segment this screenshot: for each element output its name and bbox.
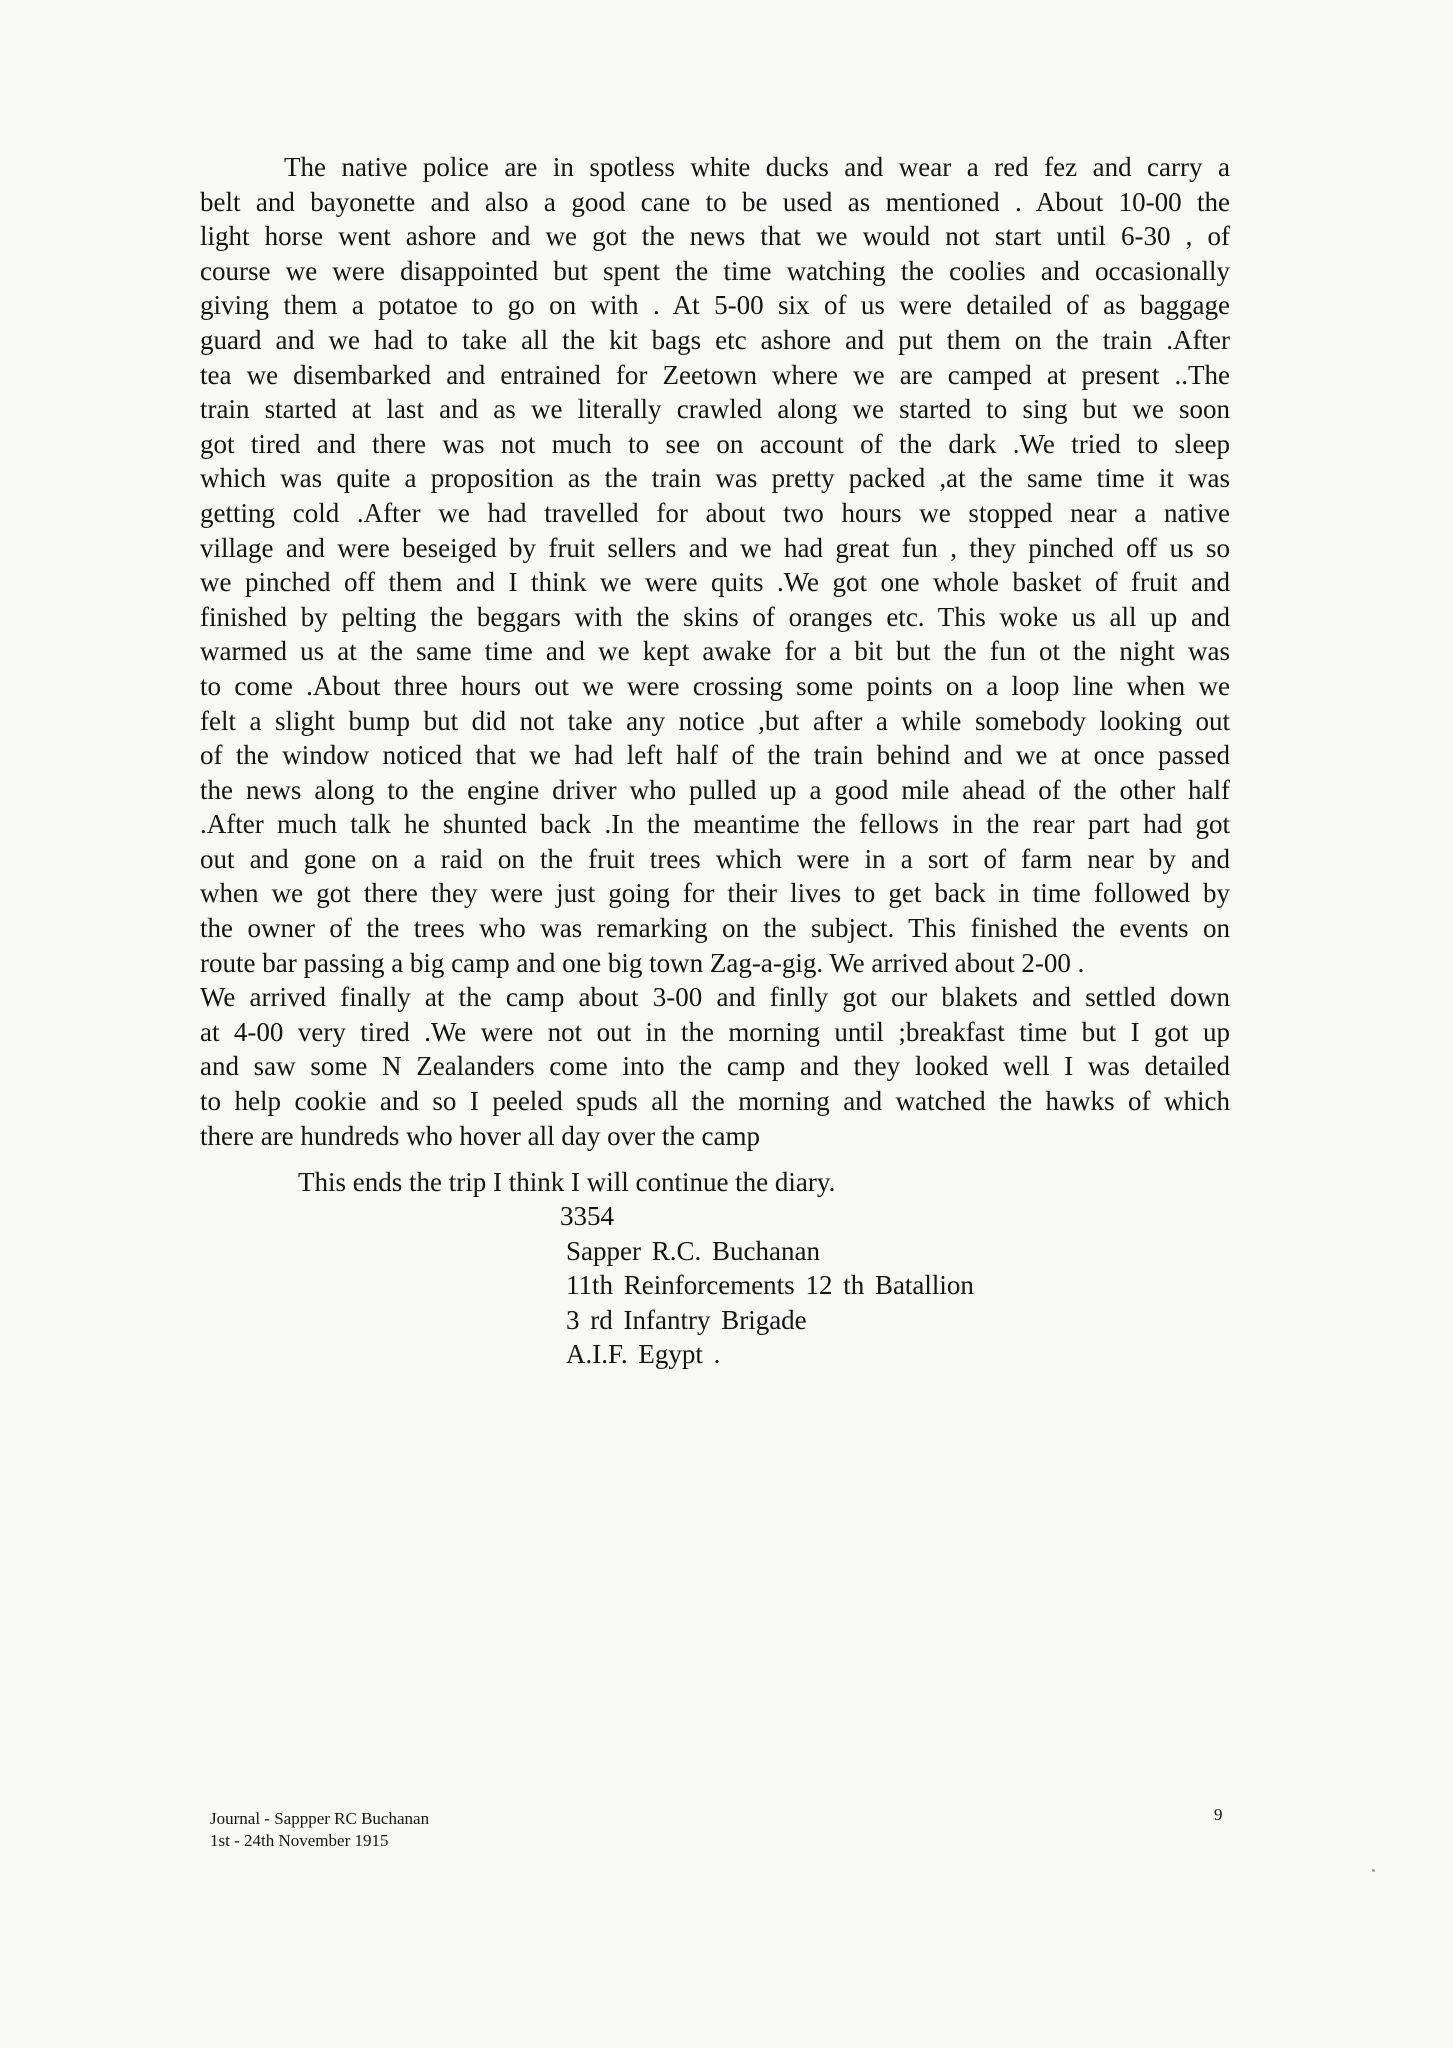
body-line: of the window noticed that we had left half of the train behind and we at once passed (200, 740, 1230, 771)
body-line: .After much talk he shunted back .In the meantime the fellows in the rear part had got (200, 809, 1230, 840)
closing-line: This ends the trip I think I will continue the diary. (298, 1167, 836, 1197)
service-number: 3354 (560, 1201, 614, 1231)
body-line: giving them a potatoe to go on with . At 5-00 six of us were detailed of as baggage (200, 290, 1230, 321)
signatory-brigade: 3 rd Infantry Brigade (566, 1304, 807, 1335)
body-line: to come .About three hours out we were crossing some points on a loop line when we (200, 670, 1230, 701)
body-line: finished by pelting the beggars with the skins of oranges etc. This woke us all up and (200, 601, 1230, 632)
body-line: the owner of the trees who was remarking on the subject. This finished the events on (200, 913, 1230, 944)
body-line: there are hundreds who hover all day over the camp (200, 1120, 761, 1151)
signatory-unit: 11th Reinforcements 12 th Batallion (566, 1270, 974, 1301)
body-line: warmed us at the same time and we kept awake for a bit but the fun ot the night was (200, 636, 1230, 667)
body-line: which was quite a proposition as the train was pretty packed ,at the same time it was (200, 463, 1230, 494)
body-line: felt a slight bump but did not take any notice ,but after a while somebody looking out (200, 705, 1230, 736)
body-line: out and gone on a raid on the fruit trees which were in a sort of farm near by and (200, 843, 1230, 874)
body-line: we pinched off them and I think we were quits .We got one whole basket of fruit and (200, 567, 1230, 598)
body-line: village and were beseiged by fruit sellers and we had great fun , they pinched off us so (200, 532, 1230, 563)
body-line: when we got there they were just going for their lives to get back in time followed by (200, 878, 1230, 909)
body-line: light horse went ashore and we got the news that we would not start until 6-30 , of (200, 221, 1230, 252)
body-line: at 4-00 very tired .We were not out in the morning until ;breakfast time but I got up (200, 1016, 1230, 1047)
body-line: and saw some N Zealanders come into the camp and they looked well I was detailed (200, 1051, 1230, 1082)
body-line: course we were disappointed but spent the time watching the coolies and occasionally (200, 255, 1230, 286)
scan-speck (1372, 1869, 1375, 1872)
page-number: 9 (1214, 1805, 1223, 1824)
body-line: The native police are in spotless white ducks and wear a red fez and carry a (284, 152, 1230, 182)
body-line: train started at last and as we literally crawled along we started to sing but we soon (200, 394, 1230, 425)
body-line: route bar passing a big camp and one big town Zag-a-gig. We arrived about 2-00 . (200, 947, 1085, 978)
footer-title: Journal - Sappper RC Buchanan (210, 1809, 430, 1828)
footer-dates: 1st - 24th November 1915 (210, 1831, 389, 1850)
body-line: getting cold .After we had travelled for about two hours we stopped near a native (200, 497, 1230, 528)
body-line: got tired and there was not much to see on account of the dark .We tried to sleep (200, 428, 1230, 459)
body-line: to help cookie and so I peeled spuds all the morning and watched the hawks of which (200, 1086, 1230, 1117)
body-line: tea we disembarked and entrained for Zeetown where we are camped at present ..The (200, 359, 1230, 390)
body-line: belt and bayonette and also a good cane to be used as mentioned . About 10-00 the (200, 186, 1230, 217)
signatory-location: A.I.F. Egypt . (566, 1339, 721, 1370)
body-line: the news along to the engine driver who pulled up a good mile ahead of the other half (200, 774, 1230, 805)
body-line: We arrived finally at the camp about 3-00 and finlly got our blakets and settled down (200, 982, 1230, 1013)
page-footer (210, 1808, 429, 1852)
signatory-name: Sapper R.C. Buchanan (566, 1235, 820, 1266)
diary-body (200, 150, 1230, 1153)
body-line: guard and we had to take all the kit bags etc ashore and put them on the train .After (200, 324, 1230, 355)
signature-block (560, 1199, 974, 1372)
